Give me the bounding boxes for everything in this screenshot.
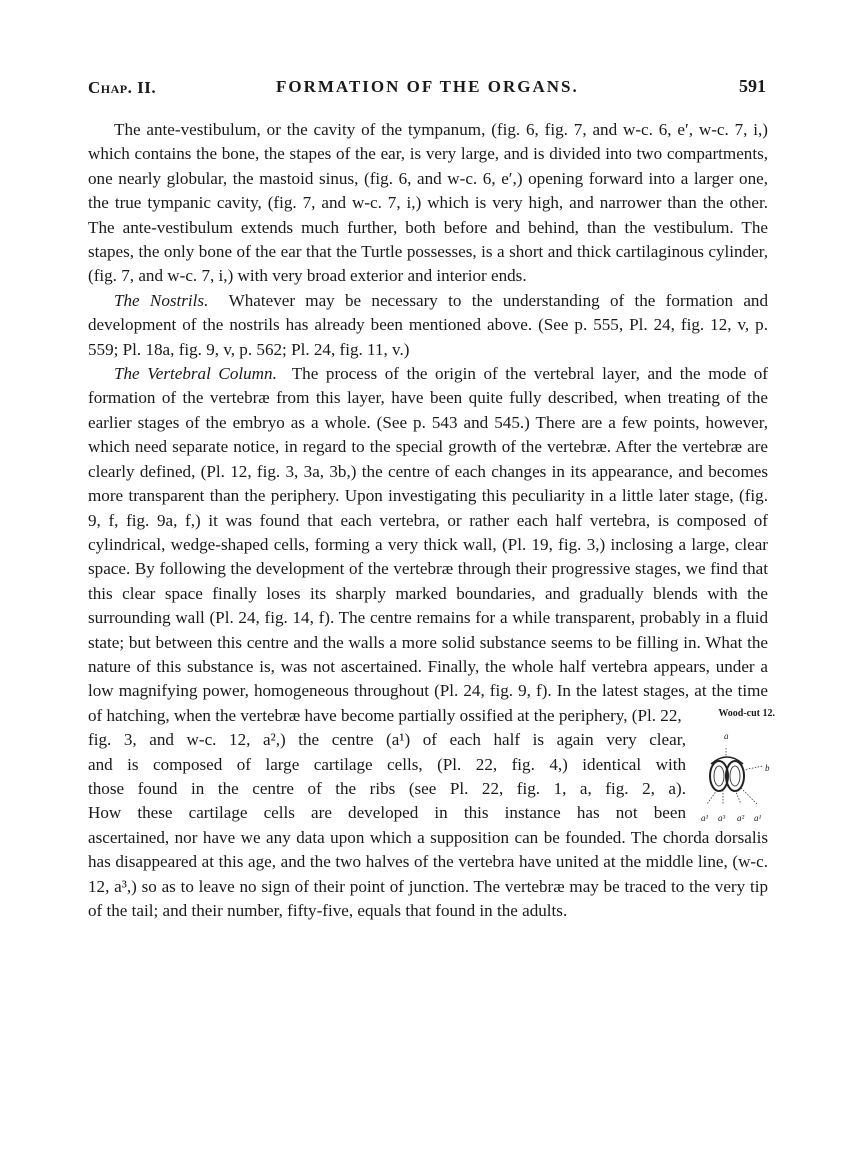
wrap-line: How these cartilage cells are developed in this instance has not been <box>88 803 686 823</box>
figure-letter-a: a <box>724 731 729 742</box>
woodcut-label: Wood-cut 12. <box>718 708 775 720</box>
paragraph-vertebral-tail: ascertained, nor have we any data upon which a supposition can be founded. The chorda dorsalis has disappeared at this age, and the two halves of the vertebra have united at the middle line, (w-c. 12, a³,) so as to leave no sign of their point of junction. The vertebræ may be traced to the very tip of the tail; and their number, fifty-five, equals that found in the adults. <box>88 827 768 920</box>
running-title: FORMATION OF THE ORGANS. <box>276 77 579 96</box>
wrap-line: fig. 3, and w-c. 12, a²,) the centre (a¹) of each half is again very clear, <box>88 730 686 750</box>
section-heading-vertebral-column: The Vertebral Column. <box>114 364 277 384</box>
paragraph-ante-vestibulum: The ante-vestibulum, or the cavity of the tympanum, (fig. 6, fig. 7, and w-c. 6, e′, w-c. 7, i,) which contains the bone, the stapes of the ear, is very large, and is divided into two compartments, one nearly globular, the mastoid sinus, (fig. 6, and w-c. 6, e′,) opening forward into a larger one, the true tympanic cavity, (fig. 7, and w-c. 7, i,) which is very high, and narrower than the other. The ante-vestibulum extends much further, both before and behind, than the vestibulum. The stapes, the only bone of the ear that the Turtle possesses, is a short and thick cartilaginous cylinder, (fig. 7, and w-c. 7, i,) with very broad exterior and interior ends. <box>88 120 768 286</box>
figure-letter-a2: a² <box>737 813 745 824</box>
running-header <box>88 76 768 102</box>
paragraph-vertebral-text: The process of the origin of the vertebral layer, and the mode of formation of the vertebræ from this layer, have been quite fully described, when treating of the earlier stages of the embryo as a whole. (See p. 543 and 545.) There are a few points, however, which need separate notice, in regard to the special growth of the vertebræ. After the vertebræ are clearly defined, (Pl. 12, fig. 3, 3a, 3b,) the centre of each changes in its appearance, and becomes more transparent than the periphery. Upon investigating this peculiarity in a little later stage, (fig. 9, f, fig. 9a, f,) it was found that each vertebra, or rather each half vertebra, is composed of cylindrical, wedge-shaped cells, forming a very thick wall, (Pl. 19, fig. 3,) inclosing a large, clear space. By following the development of the vertebræ through their progressive stages, we find that this clear space finally loses its sharply marked boundaries, and gradually blends with the surrounding wall (Pl. 24, fig. 14, f). The centre remains for a while transparent, probably in a fluid state; but between this centre and the walls a more solid substance seems to be filling in. What the nature of this substance is, was not ascertained. Finally, the whole half vertebra appears, under a low magnifying power, homogeneous throughout (Pl. 24, fig. 9, f). In the latest stages, at the time of hatching, when the vertebræ have become partially ossified at the periphery, (Pl. 22, <box>88 364 768 725</box>
woodcut-12-figure <box>691 708 775 828</box>
figure-letter-a1: a¹ <box>701 813 709 824</box>
figure-letter-a3: a³ <box>718 813 726 824</box>
section-heading-nostrils: The Nostrils. <box>114 290 209 310</box>
chapter-label: Chap. II. <box>88 78 157 97</box>
paragraph-vertebral-column <box>88 362 768 728</box>
wrap-line: those found in the centre of the ribs (see Pl. 22, fig. 1, a, fig. 2, a). <box>88 778 686 798</box>
body-text <box>88 118 775 923</box>
page-number: 591 <box>739 76 766 96</box>
paragraph-nostrils <box>88 289 768 362</box>
vertebra-cross-section-illustration <box>691 746 771 808</box>
figure-wrap-block <box>88 708 775 826</box>
figure-letter-b: b <box>765 763 770 774</box>
figure-letter-a1-right: a¹ <box>754 813 762 824</box>
paragraph-nostrils-text: Whatever may be necessary to the understanding of the formation and development of the nostrils has already been mentioned above. (See p. 555, Pl. 24, fig. 12, v, p. 559; Pl. 18a, fig. 9, v, p. 562; Pl. 24, fig. 11, v.) <box>88 290 768 359</box>
wrap-line: and is composed of large cartilage cells, (Pl. 22, fig. 4,) identical with <box>88 754 686 774</box>
